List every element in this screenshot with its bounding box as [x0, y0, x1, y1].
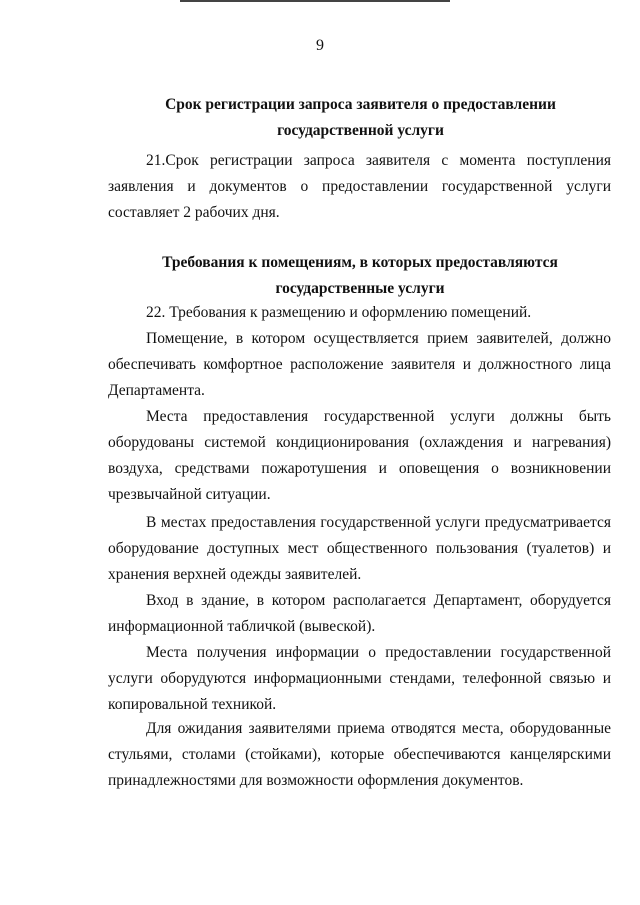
paragraph-premises-comfort: Помещение, в котором осуществляется прием заявителей, должно обеспечивать комфортное расположение заявителя и должностного лица Департамента.: [108, 330, 611, 399]
scan-edge-line: [180, 0, 450, 2]
paragraph-waiting-area: Для ожидания заявителями приема отводятся места, оборудованные стульями, столами (стойками), которые обеспечиваются канцелярскими принадлежностями для возможности оформления документов.: [108, 720, 611, 789]
page-number: 9: [316, 37, 324, 54]
paragraph-21: 21.Срок регистрации запроса заявителя с момента поступления заявления и документов о предоставлении государственной услуги составляет 2 рабочих дня.: [108, 152, 611, 221]
paragraph-information-stands: Места получения информации о предоставлении государственной услуги оборудуются информационными стендами, телефонной связью и копировальной техникой.: [108, 644, 611, 713]
paragraph-entrance-sign: Вход в здание, в котором располагается Департамент, оборудуется информационной табличкой (вывеской).: [108, 592, 611, 635]
section-heading-premises: Требования к помещениям, в которых предоставляются государственные услуги: [162, 254, 558, 297]
paragraph-22: 22. Требования к размещению и оформлению помещений.: [146, 304, 532, 321]
paragraph-public-facilities: В местах предоставления государственной услуги предусматривается оборудование доступных мест общественного пользования (туалетов) и хранения верхней одежды заявителей.: [108, 514, 611, 583]
section-heading-registration: Срок регистрации запроса заявителя о предоставлении государственной услуги: [165, 96, 556, 139]
paragraph-places-equipment: Места предоставления государственной услуги должны быть оборудованы системой кондиционирования (охлаждения и нагревания) воздуха, средствами пожаротушения и оповещения о возникновении чрезвычайной ситуации.: [108, 408, 611, 503]
